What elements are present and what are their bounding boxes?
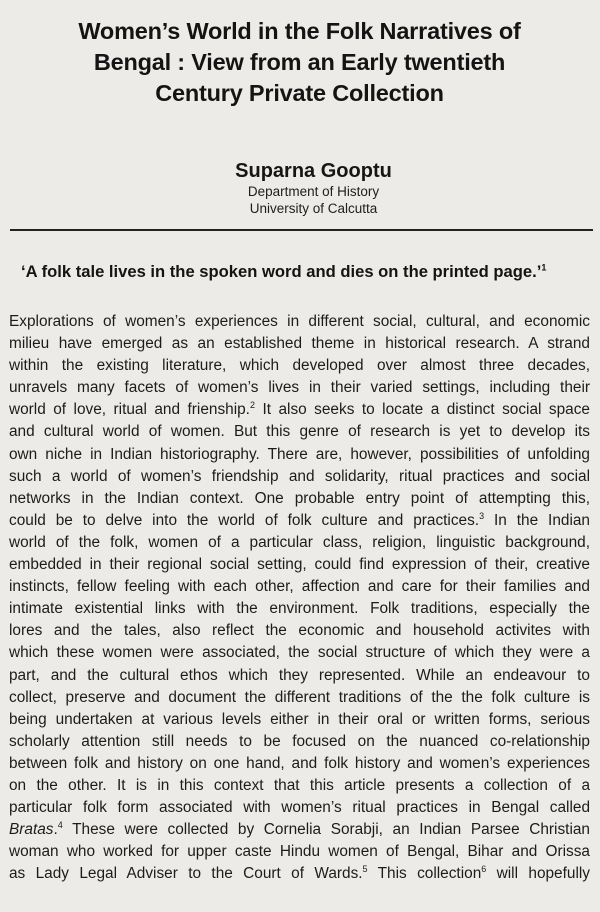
body-line: [9, 311, 590, 333]
body-line: [9, 665, 590, 687]
body-line: [9, 709, 590, 731]
epigraph-text: ‘A folk tale lives in the spoken word and dies on the printed page.’: [21, 262, 542, 281]
line-text: These were collected by Cornelia Sorabji, an Indian Parsee Christian: [62, 821, 590, 839]
line-text: Explorations of women’s experiences in different social, cultural, and economic: [9, 313, 590, 330]
author-university: University of Calcutta: [249, 201, 378, 216]
line-text: woman who worked for upper caste Hindu women of Bengal, Bihar and Orissa: [9, 843, 590, 861]
line-text: networks in the Indian context. One probable entry point of attempting this,: [9, 489, 590, 507]
line-text: In the Indian: [484, 511, 590, 529]
footnote-ref: 3: [479, 510, 485, 521]
line-text: within the existing literature, which developed over almost three decades,: [9, 357, 590, 375]
title-line-2: Bengal : View from an Early twentieth: [93, 49, 506, 75]
line-text: intimate existential links with the environment. Folk traditions, especially the: [9, 600, 590, 618]
line-text: such a world of women’s friendship and solidarity, ritual practices and social: [9, 467, 590, 485]
line-text: world of the folk, women of a particular class, religion, linguistic background,: [9, 533, 590, 551]
title-line-1: Women’s World in the Folk Narratives of: [78, 18, 521, 44]
section-divider: [10, 229, 593, 231]
title-line-3: Century Private Collection: [155, 80, 444, 106]
body-line: [9, 532, 590, 554]
line-text: own niche in Indian historiography. There are, however, possibilities of unfolding: [9, 445, 590, 463]
body-line: [9, 731, 590, 753]
body-line: [9, 642, 590, 664]
body-line: [9, 797, 590, 819]
body-line: [9, 598, 590, 620]
footnote-ref: 4: [57, 820, 63, 831]
body-line: [9, 444, 590, 466]
body-line: [9, 819, 590, 841]
line-text: scholarly attention still needs to be focused on the nuanced co-relationship: [9, 732, 590, 750]
body-line: [9, 554, 590, 576]
body-line: [9, 775, 590, 797]
body-line: [9, 620, 590, 642]
body-line: [9, 841, 590, 863]
line-text: It also seeks to locate a distinct social space: [254, 401, 590, 419]
line-text: embedded in their regional social setting, could find expression of their, creative: [9, 556, 590, 574]
line-text: particular folk form associated with women’s ritual practices in Bengal called: [9, 799, 590, 817]
article-title: [9, 16, 590, 109]
epigraph: [21, 261, 590, 283]
body-line: [9, 510, 590, 532]
body-line: [9, 377, 590, 399]
line-text: instincts, fellow feeling with each other, affection and care for their families and: [9, 578, 590, 596]
body-line: [9, 488, 590, 510]
italic-term: Bratas: [9, 821, 54, 839]
line-text: lores and the tales, also reflect the economic and household activites with: [9, 622, 590, 640]
line-text: which these women were associated, the social structure of which they were a: [9, 644, 590, 662]
line-text: and cultural world of women. But this genre of research is yet to develop its: [9, 423, 590, 441]
footnote-ref: 1: [541, 262, 547, 273]
author-name: Suparna Gooptu: [235, 160, 392, 182]
line-text: unravels many facets of women’s lives in their varied settings, including their: [9, 379, 590, 397]
author-block: [9, 159, 590, 217]
line-text: This collection: [367, 865, 482, 883]
line-text: collect, preserve and document the different traditions of the the folk culture is: [9, 688, 590, 706]
line-text: part, and the cultural ethos which they represented. While an endeavour to: [9, 666, 590, 684]
body-line: [9, 399, 590, 421]
line-text: on the other. It is in this context that this article presents a collection of a: [9, 776, 590, 794]
body-paragraph: [9, 311, 590, 885]
footnote-ref: 5: [362, 864, 368, 875]
body-line: [9, 753, 590, 775]
body-line: [9, 576, 590, 598]
line-text: .: [53, 821, 58, 839]
line-text: could be to delve into the world of folk culture and practices.: [9, 511, 480, 529]
footnote-ref: 2: [249, 400, 255, 411]
body-line: [9, 355, 590, 377]
line-text: as Lady Legal Adviser to the Court of Wards.: [9, 865, 363, 883]
body-line: [9, 687, 590, 709]
line-text: will hopefully: [486, 865, 590, 883]
line-text: world of love, ritual and frienship.: [9, 401, 250, 419]
body-line: [9, 863, 590, 885]
footnote-ref: 6: [481, 864, 487, 875]
body-line: [9, 333, 590, 355]
author-department: Department of History: [247, 184, 380, 199]
body-line: [9, 466, 590, 488]
line-text: milieu have emerged as an established theme in historical research. A strand: [9, 335, 590, 353]
line-text: being undertaken at various levels either in their oral or written forms, serious: [9, 710, 590, 728]
line-text: between folk and history on one hand, and folk history and women’s experiences: [9, 754, 590, 772]
body-line: [9, 421, 590, 443]
